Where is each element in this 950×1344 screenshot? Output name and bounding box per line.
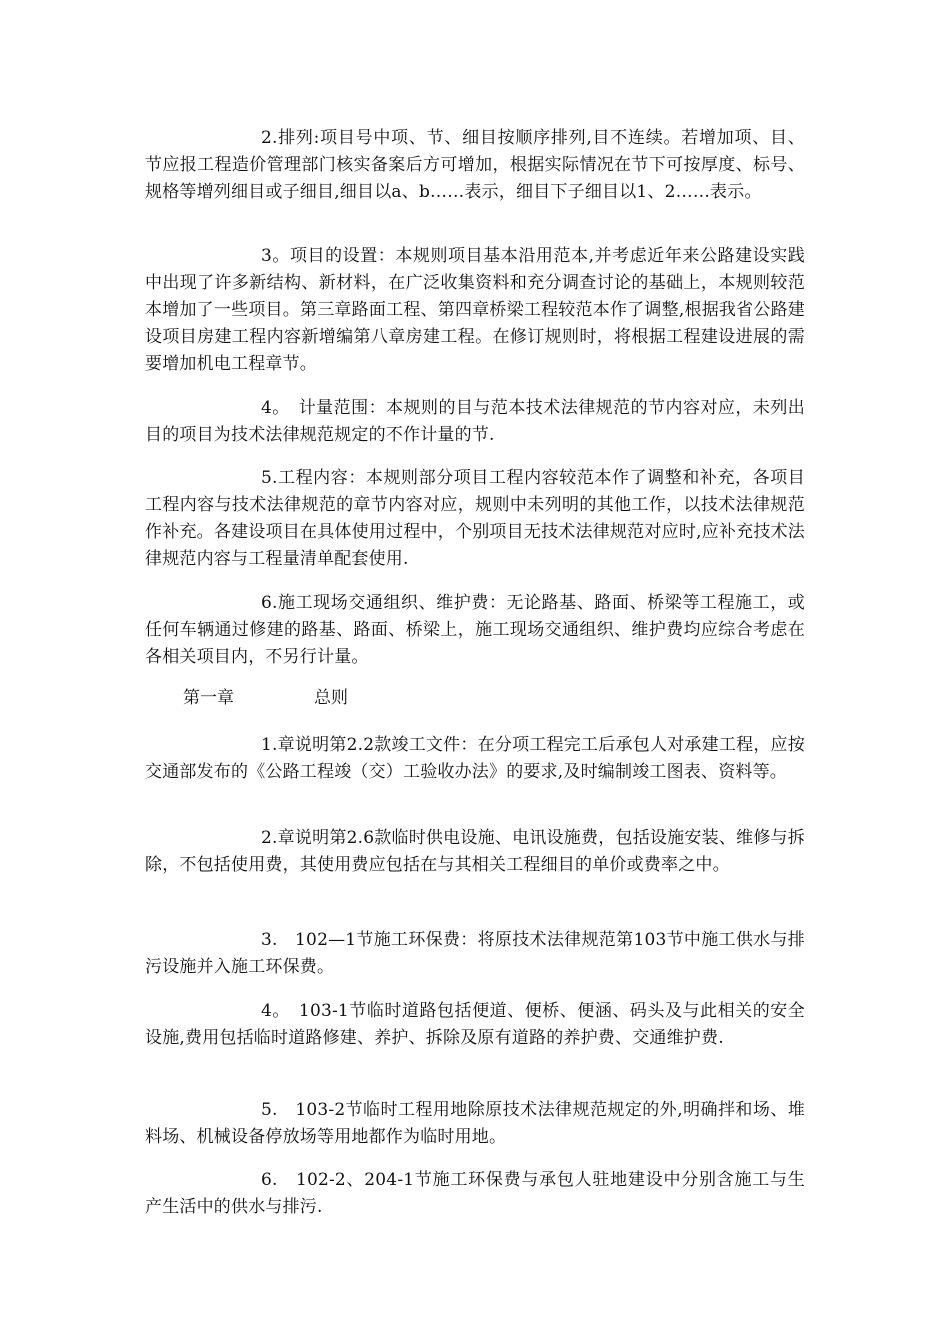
paragraph-3-item-setup: 3。项目的设置：本规则项目基本沿用范本,并考虑近年来公路建设实践中出现了许多新结构、新材料，在广泛收集资料和充分调查讨论的基础上，本规则较范本增加了一些项目。第三章路面工程、第四章桥梁工程较范本作了调整,根据我省公路建设项目房建工程内容新增编第八章房建工程。在修订规则时，将根据工程建设进展的需要增加机电工程章节。 bbox=[145, 246, 805, 374]
chapter-paragraph-2: 2.章说明第2.6款临时供电设施、电讯设施费，包括设施安装、维修与拆除，不包括使用费，其使用费应包括在与其相关工程细目的单价或费率之中。 bbox=[145, 828, 805, 875]
chapter-paragraph-3: 3. 102—1节施工环保费：将原技术法律规范第103节中施工供水与排污设施并入施工环保费。 bbox=[145, 930, 805, 977]
chapter-paragraph-5: 5. 103-2节临时工程用地除原技术法律规范规定的外,明确拌和场、堆料场、机械设备停放场等用地都作为临时用地。 bbox=[145, 1100, 805, 1147]
paragraph-5-work-content: 5.工程内容：本规则部分项目工程内容较范本作了调整和补充，各项目工程内容与技术法律规范的章节内容对应，规则中未列明的其他工作，以技术法律规范作补充。各建设项目在具体使用过程中，个别项目无技术法律规范对应时,应补充技术法律规范内容与工程量清单配套使用. bbox=[145, 468, 805, 569]
paragraph-2-arrangement: 2.排列:项目号中项、节、细目按顺序排列,目不连续。若增加项、目、节应报工程造价管理部门核实备案后方可增加，根据实际情况在节下可按厚度、标号、规格等增列细目或子细目,细目以a、b……表示，细目下子细目以1、2……表示。 bbox=[145, 128, 805, 202]
chapter-paragraph-4: 4。 103-1节临时道路包括便道、便桥、便涵、码头及与此相关的安全设施,费用包括临时道路修建、养护、拆除及原有道路的养护费、交通维护费. bbox=[145, 1001, 805, 1048]
chapter-number: 第一章 bbox=[183, 688, 234, 708]
paragraph-4-measurement-scope: 4。 计量范围：本规则的目与范本技术法律规范的节内容对应，未列出目的项目为技术法律规范规定的不作计量的节. bbox=[145, 398, 805, 445]
paragraph-6-traffic-organization: 6.施工现场交通组织、维护费：无论路基、路面、桥梁等工程施工，或任何车辆通过修建的路基、路面、桥梁上，施工现场交通组织、维护费均应综合考虑在各相关项目内，不另行计量。 bbox=[145, 593, 805, 667]
chapter-paragraph-1: 1.章说明第2.2款竣工文件：在分项工程完工后承包人对承建工程，应按交通部发布的《公路工程竣（交）工验收办法》的要求,及时编制竣工图表、资料等。 bbox=[145, 735, 805, 782]
chapter-title: 总则 bbox=[314, 688, 348, 708]
chapter-paragraph-6: 6. 102-2、204-1节施工环保费与承包人驻地建设中分别含施工与生产生活中的供水与排污. bbox=[145, 1170, 805, 1217]
chapter-heading bbox=[183, 685, 348, 712]
